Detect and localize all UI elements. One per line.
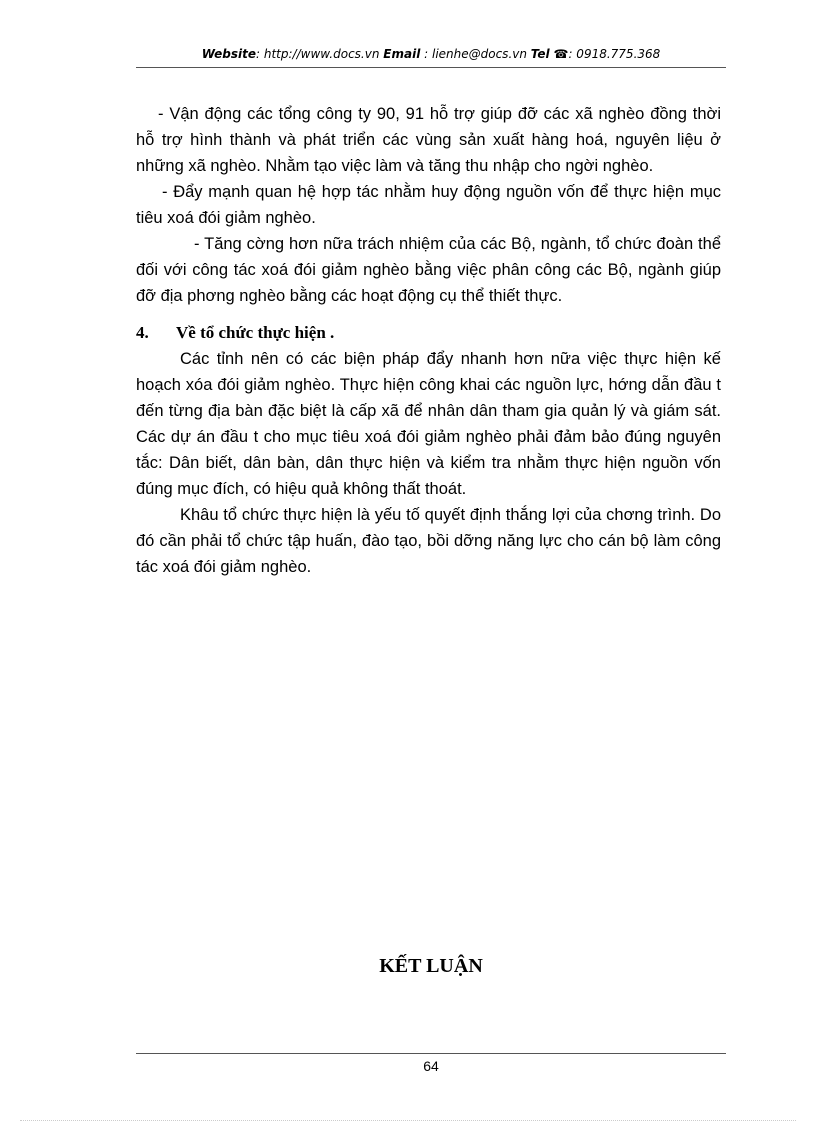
paragraph: Khâu tổ chức thực hiện là yếu tố quyết định thắng lợi của chơng trình. Do đó cần phải tổ chức tập huấn, đào tạo, bồi dỡng năng lực cho cán bộ làm công tác xoá đói giảm nghèo. bbox=[136, 506, 721, 576]
email-value: : lienhe@docs.vn bbox=[420, 47, 531, 61]
conclusion-title: KẾT LUẬN bbox=[379, 955, 483, 977]
email-label: Email bbox=[383, 47, 421, 61]
page-header bbox=[136, 47, 726, 61]
tel-label: Tel bbox=[530, 47, 550, 61]
section-title: Về tổ chức thực hiện . bbox=[176, 323, 335, 342]
website-value: : http://www.docs.vn bbox=[256, 47, 384, 61]
footer-divider bbox=[136, 1053, 726, 1054]
paragraph: - Vận động các tổng công ty 90, 91 hỗ trợ giúp đỡ các xã nghèo đồng thời hỗ trợ hình thành và phát triển các vùng sản xuất hàng hoá, nguyên liệu ở những xã nghèo. Nhằm tạo việc làm và tăng thu nhập cho ngời nghèo. bbox=[136, 105, 721, 175]
website-label: Website bbox=[201, 47, 257, 61]
page-edge-divider bbox=[20, 1120, 796, 1121]
section-heading bbox=[136, 320, 721, 346]
header-divider bbox=[136, 67, 726, 68]
page-number: 64 bbox=[423, 1058, 439, 1074]
phone-icon: ☎ bbox=[553, 47, 569, 61]
tel-value: : 0918.775.368 bbox=[568, 47, 661, 61]
paragraph: Các tỉnh nên có các biện pháp đẩy nhanh hơn nữa việc thực hiện kế hoạch xóa đói giảm nghèo. Thực hiện công khai các nguồn lực, hớng dẫn đầu t đến từng địa bàn đặc biệt là cấp xã để nhân dân tham gia quản lý và giám sát. Các dự án đầu t cho mục tiêu xoá đói giảm nghèo phải đảm bảo đúng nguyên tắc: Dân biết, dân bàn, dân thực hiện và kiểm tra nhằm thực hiện nguồn vốn đúng mục đích, có hiệu quả không thất thoát. bbox=[136, 350, 721, 498]
document-body bbox=[136, 101, 721, 580]
paragraph: - Tăng cờng hơn nữa trách nhiệm của các Bộ, ngành, tổ chức đoàn thể đối với công tác xoá đói giảm nghèo bằng việc phân công các Bộ, ngành giúp đỡ địa phơng nghèo bằng các hoạt động cụ thể thiết thực. bbox=[136, 235, 721, 305]
paragraph: - Đẩy mạnh quan hệ hợp tác nhằm huy động nguồn vốn để thực hiện mục tiêu xoá đói giảm nghèo. bbox=[136, 183, 721, 227]
section-number: 4. bbox=[136, 323, 149, 342]
